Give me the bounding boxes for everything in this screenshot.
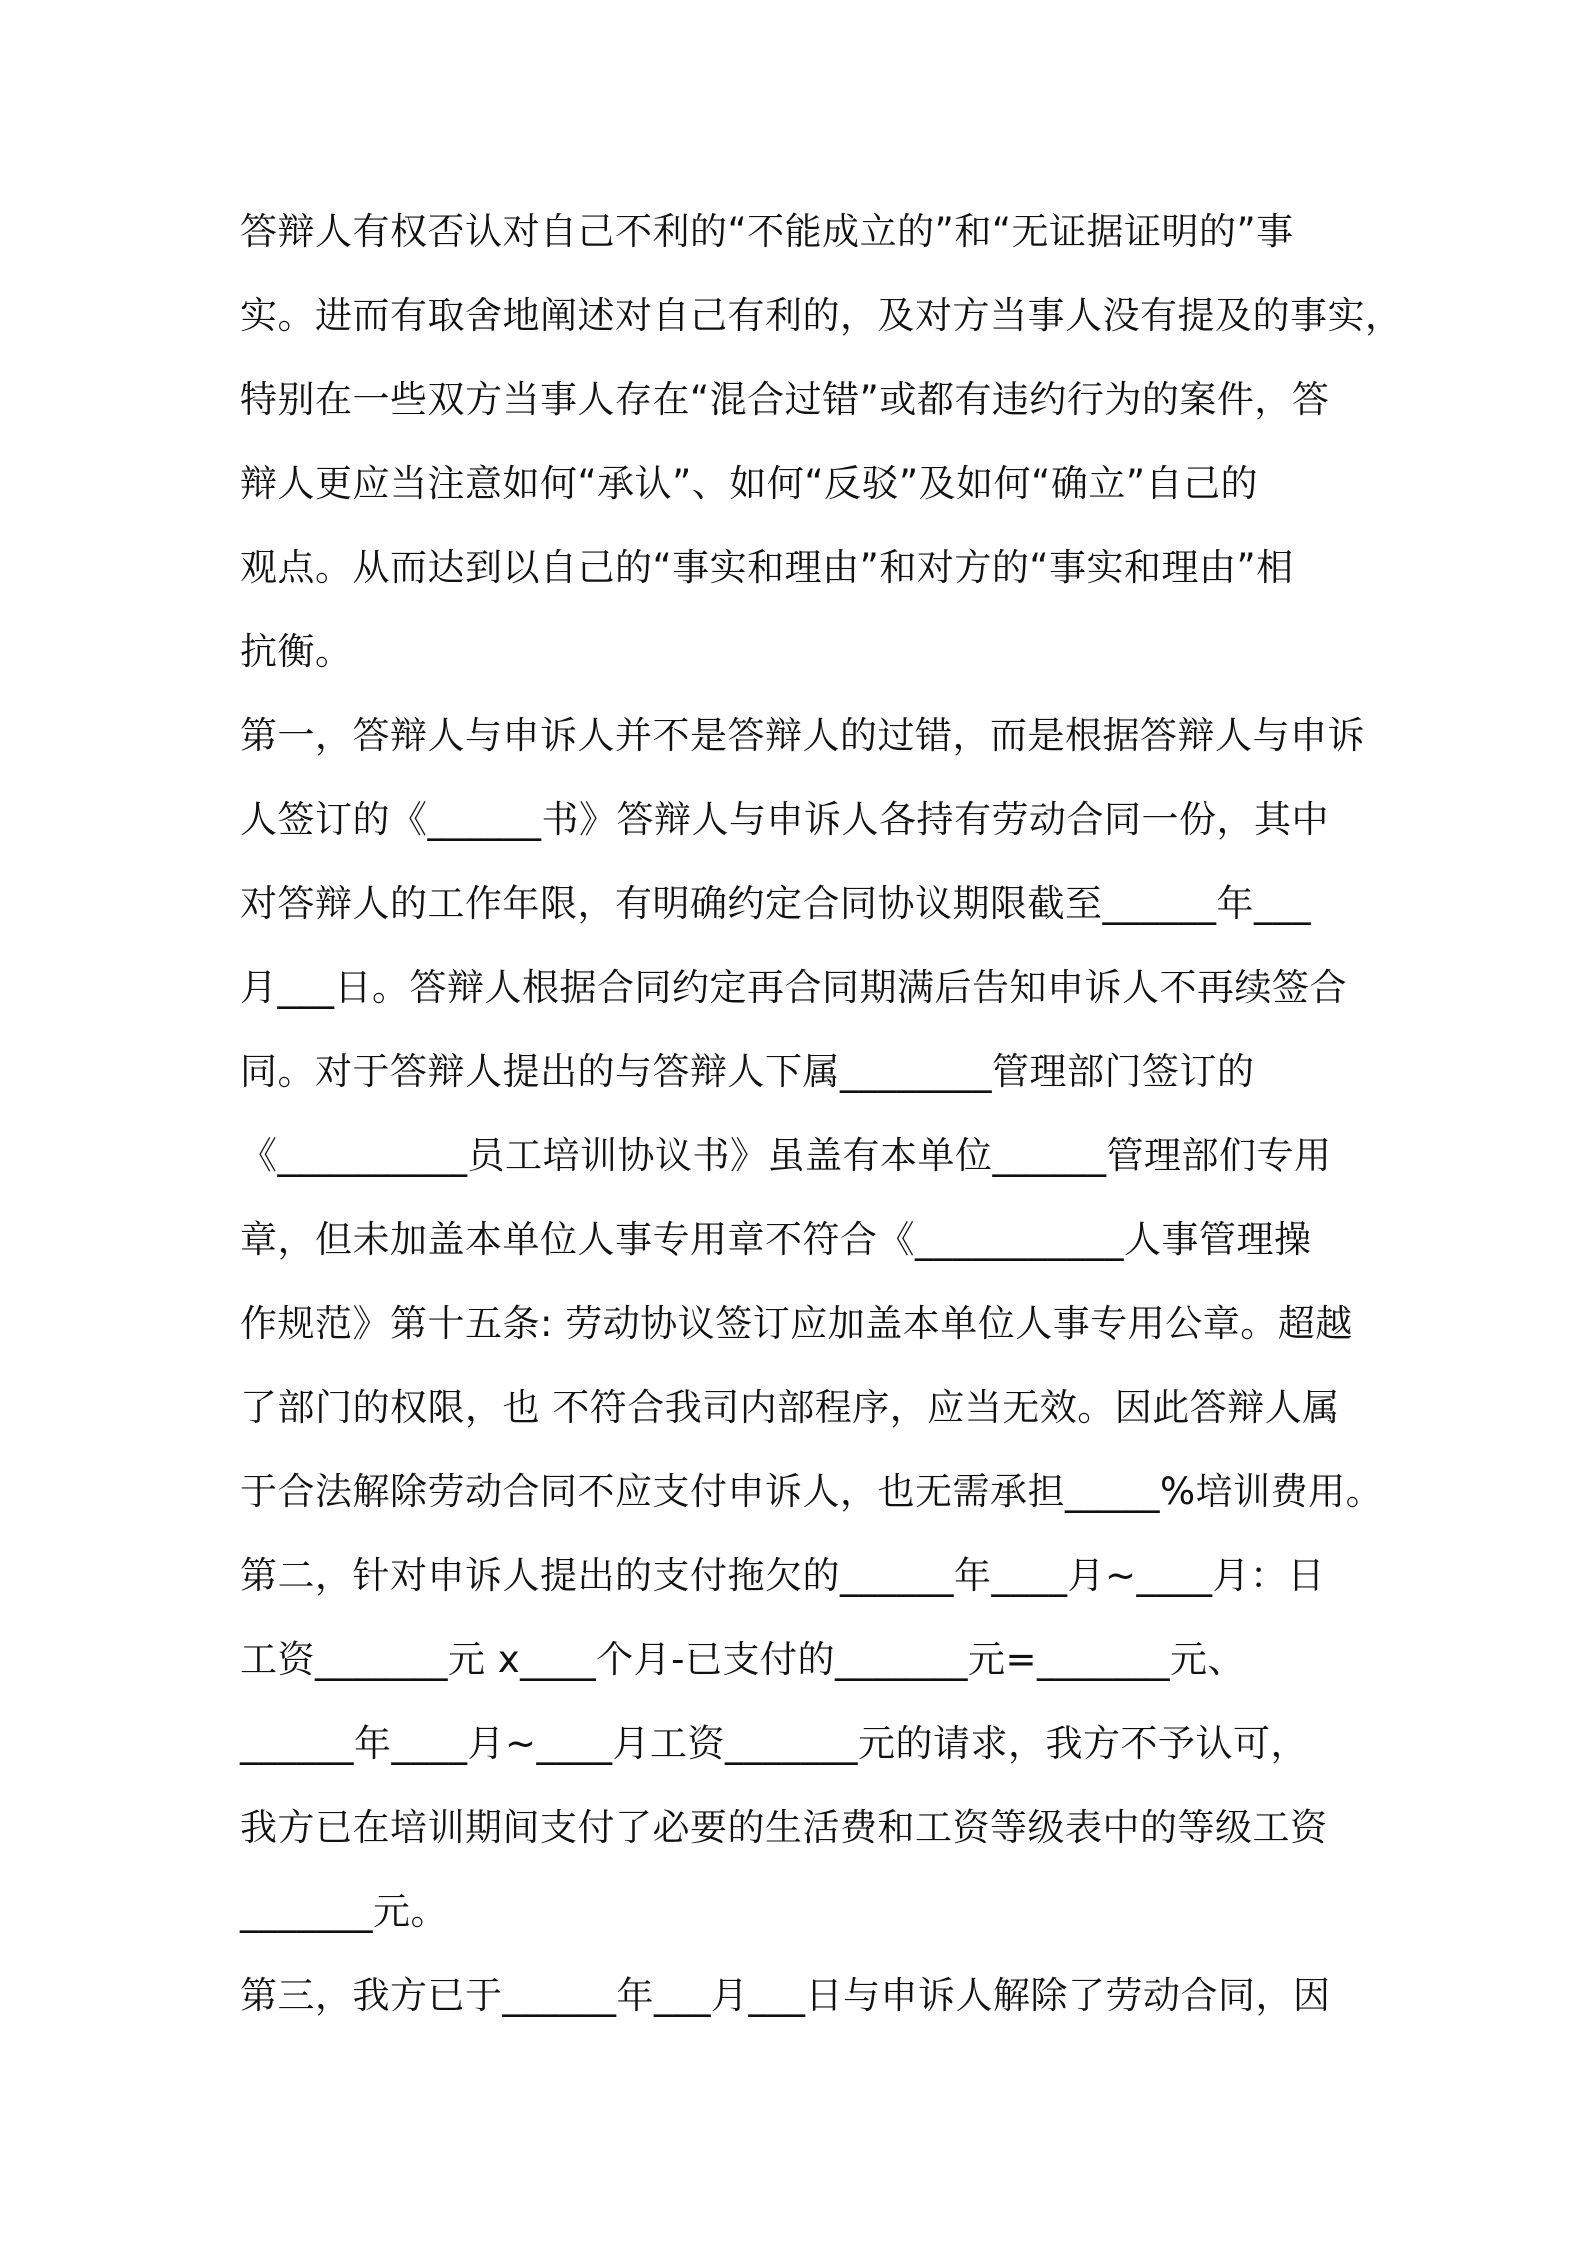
- text-line: 人签订的《______书》答辩人与申诉人各持有劳动合同一份，其中: [240, 798, 1329, 841]
- text-line: 抗衡。: [240, 630, 353, 673]
- text-line: 月___日。答辩人根据合同约定再合同期满后告知申诉人不再续签合: [240, 966, 1347, 1009]
- text-line: 第二，针对申诉人提出的支付拖欠的______年____月~____月：日: [240, 1554, 1326, 1597]
- text-line: 章，但未加盖本单位人事专用章不符合《___________人事管理操: [240, 1218, 1312, 1261]
- text-line: 《__________员工培训协议书》虽盖有本单位______管理部们专用: [240, 1134, 1332, 1177]
- text-line: 观点。从而达到以自己的“事实和理由”和对方的“事实和理由”相: [240, 546, 1294, 589]
- text-line: 对答辩人的工作年限，有明确约定合同协议期限截至______年___: [240, 882, 1311, 925]
- text-line: 答辩人有权否认对自己不利的“不能成立的”和“无证据证明的”事: [240, 210, 1294, 253]
- text-line: 同。对于答辩人提出的与答辩人下属________管理部门签订的: [240, 1050, 1255, 1093]
- text-line: 辩人更应当注意如何“承认”、如何“反驳”及如何“确立”自己的: [240, 462, 1259, 505]
- text-line: _______元。: [240, 1890, 448, 1933]
- text-line: 第一，答辩人与申诉人并不是答辩人的过错，而是根据答辩人与申诉: [240, 714, 1365, 757]
- text-line: 特别在一些双方当事人存在“混合过错”或都有违约行为的案件，答: [240, 378, 1330, 421]
- document-body: [240, 190, 1403, 2038]
- text-line: 作规范》第十五条: 劳动协议签订应加盖本单位人事专用公章。超越: [240, 1302, 1353, 1345]
- text-line: 实。进而有取舍地阐述对自己有利的，及对方当事人没有提及的事实，: [240, 294, 1403, 337]
- text-line: 我方已在培训期间支付了必要的生活费和工资等级表中的等级工资: [240, 1806, 1328, 1849]
- text-line: 第三，我方已于______年___月___日与申诉人解除了劳动合同，因: [240, 1974, 1331, 2017]
- text-line: 了部门的权限，也 不符合我司内部程序，应当无效。因此答辩人属: [240, 1386, 1340, 1429]
- text-line: 于合法解除劳动合同不应支付申诉人，也无需承担_____%培训费用。: [240, 1470, 1384, 1513]
- text-line: ______年____月~____月工资_______元的请求，我方不予认可，: [240, 1722, 1309, 1765]
- text-line: 工资_______元 x____个月-已支付的_______元=_______元、: [240, 1638, 1246, 1681]
